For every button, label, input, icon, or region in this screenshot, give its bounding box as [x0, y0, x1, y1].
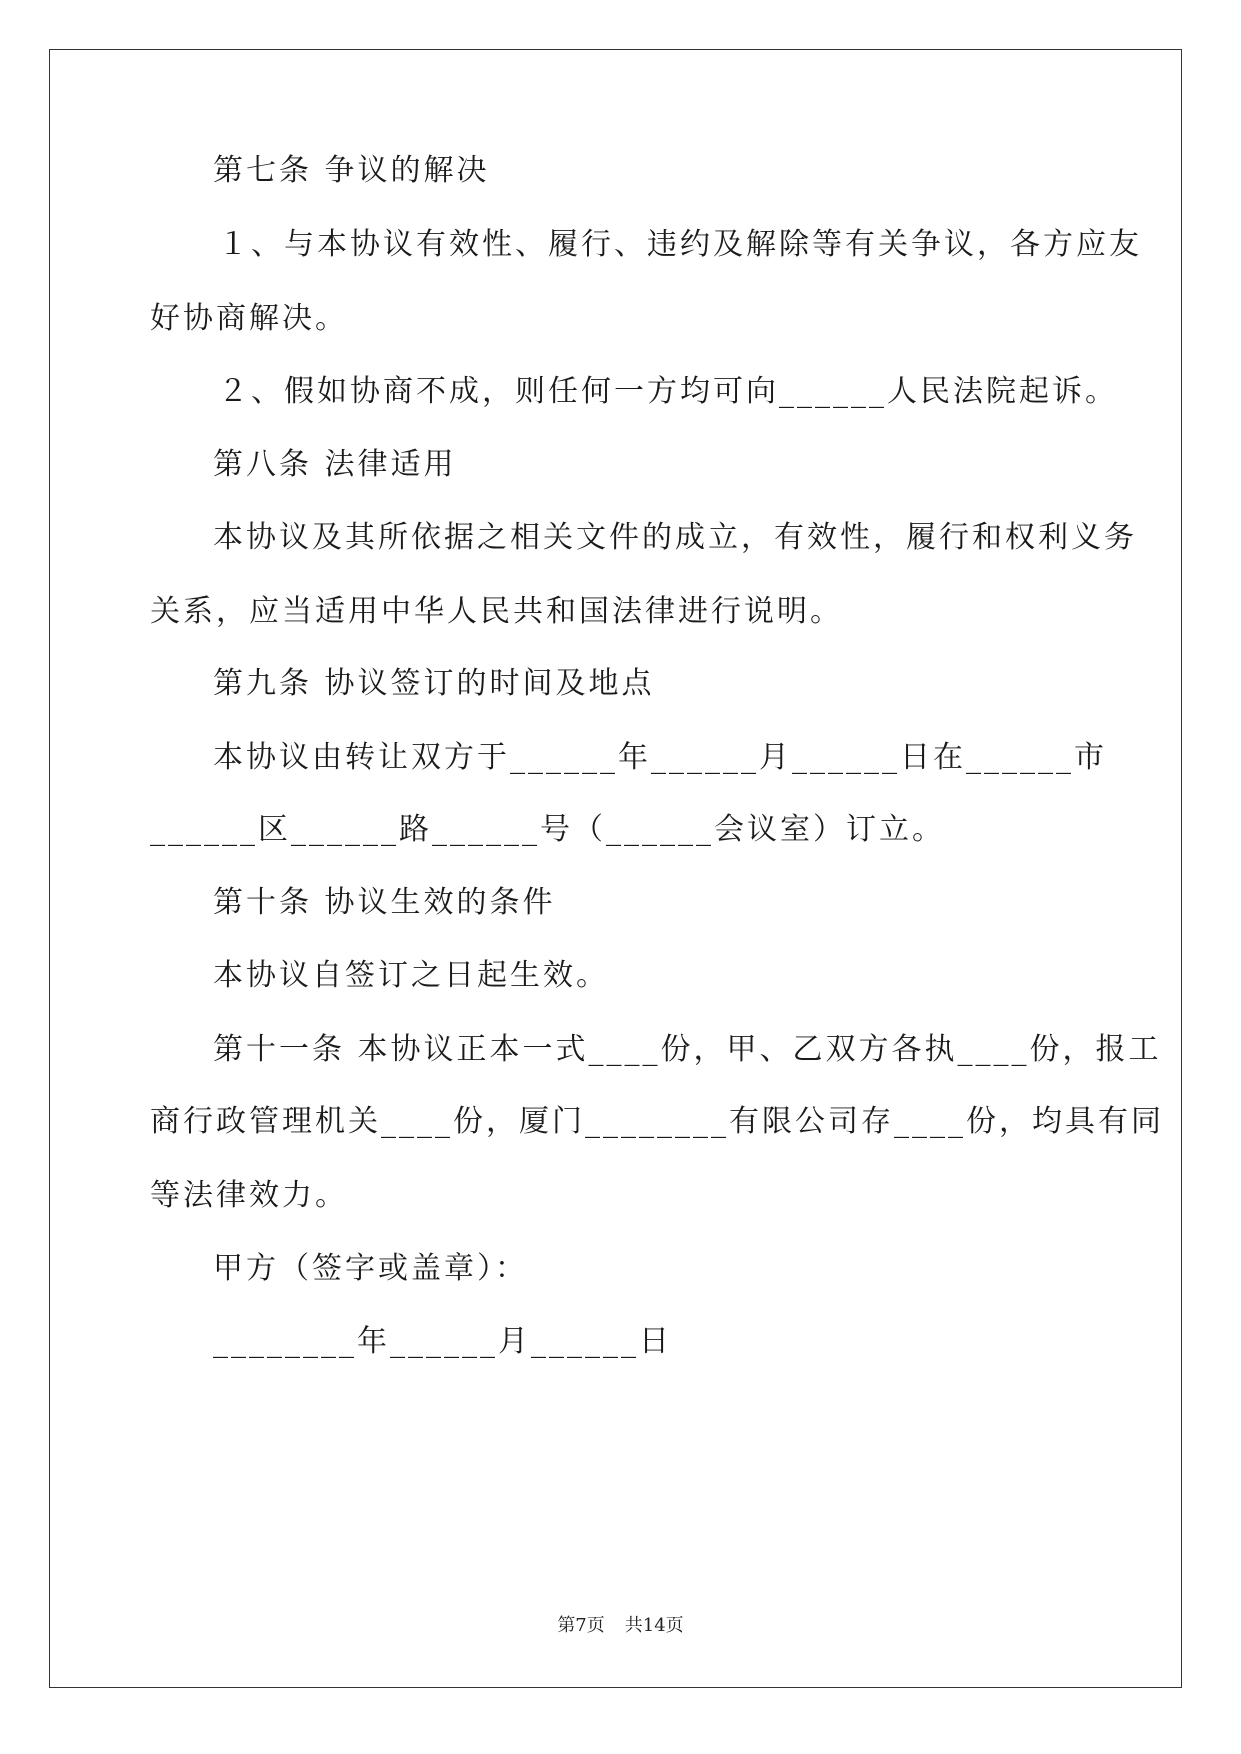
- page-border: [49, 49, 1182, 1688]
- page-number: 第7页: [557, 1615, 605, 1636]
- article-11-body-end: 等法律效力。: [150, 1178, 348, 1213]
- article-9-heading: 第九条 协议签订的时间及地点: [213, 666, 655, 701]
- article-8-heading: 第八条 法律适用: [213, 447, 457, 482]
- article-7-heading: 第七条 争议的解决: [213, 153, 490, 188]
- article-10-heading: 第十条 协议生效的条件: [213, 885, 556, 920]
- article-7-clause-1: １、与本协议有效性、履行、违约及解除等有关争议，各方应友: [218, 227, 1142, 262]
- party-a-signature: 甲方（签字或盖章）：: [213, 1251, 528, 1286]
- party-a-date: ________年______月______日: [213, 1324, 672, 1359]
- page-total: 共14页: [624, 1615, 684, 1636]
- article-8-body: 本协议及其所依据之相关文件的成立，有效性，履行和权利义务: [213, 520, 1137, 555]
- article-11-body-cont: 商行政管理机关____份，厦门________有限公司存____份，均具有同: [150, 1104, 1164, 1139]
- article-11-body: 第十一条 本协议正本一式____份，甲、乙双方各执____份，报工: [213, 1032, 1162, 1067]
- article-9-body: 本协议由转让双方于______年______月______日在______市: [213, 740, 1107, 775]
- page-footer: [0, 1614, 1241, 1638]
- article-7-clause-1-cont: 好协商解决。: [150, 301, 348, 336]
- article-9-body-cont: ______区______路______号（______会议室）订立。: [150, 812, 945, 847]
- article-10-body: 本协议自签订之日起生效。: [213, 958, 609, 993]
- article-8-body-cont: 关系，应当适用中华人民共和国法律进行说明。: [150, 594, 843, 629]
- article-7-clause-2: ２、假如协商不成，则任何一方均可向______人民法院起诉。: [218, 374, 1118, 409]
